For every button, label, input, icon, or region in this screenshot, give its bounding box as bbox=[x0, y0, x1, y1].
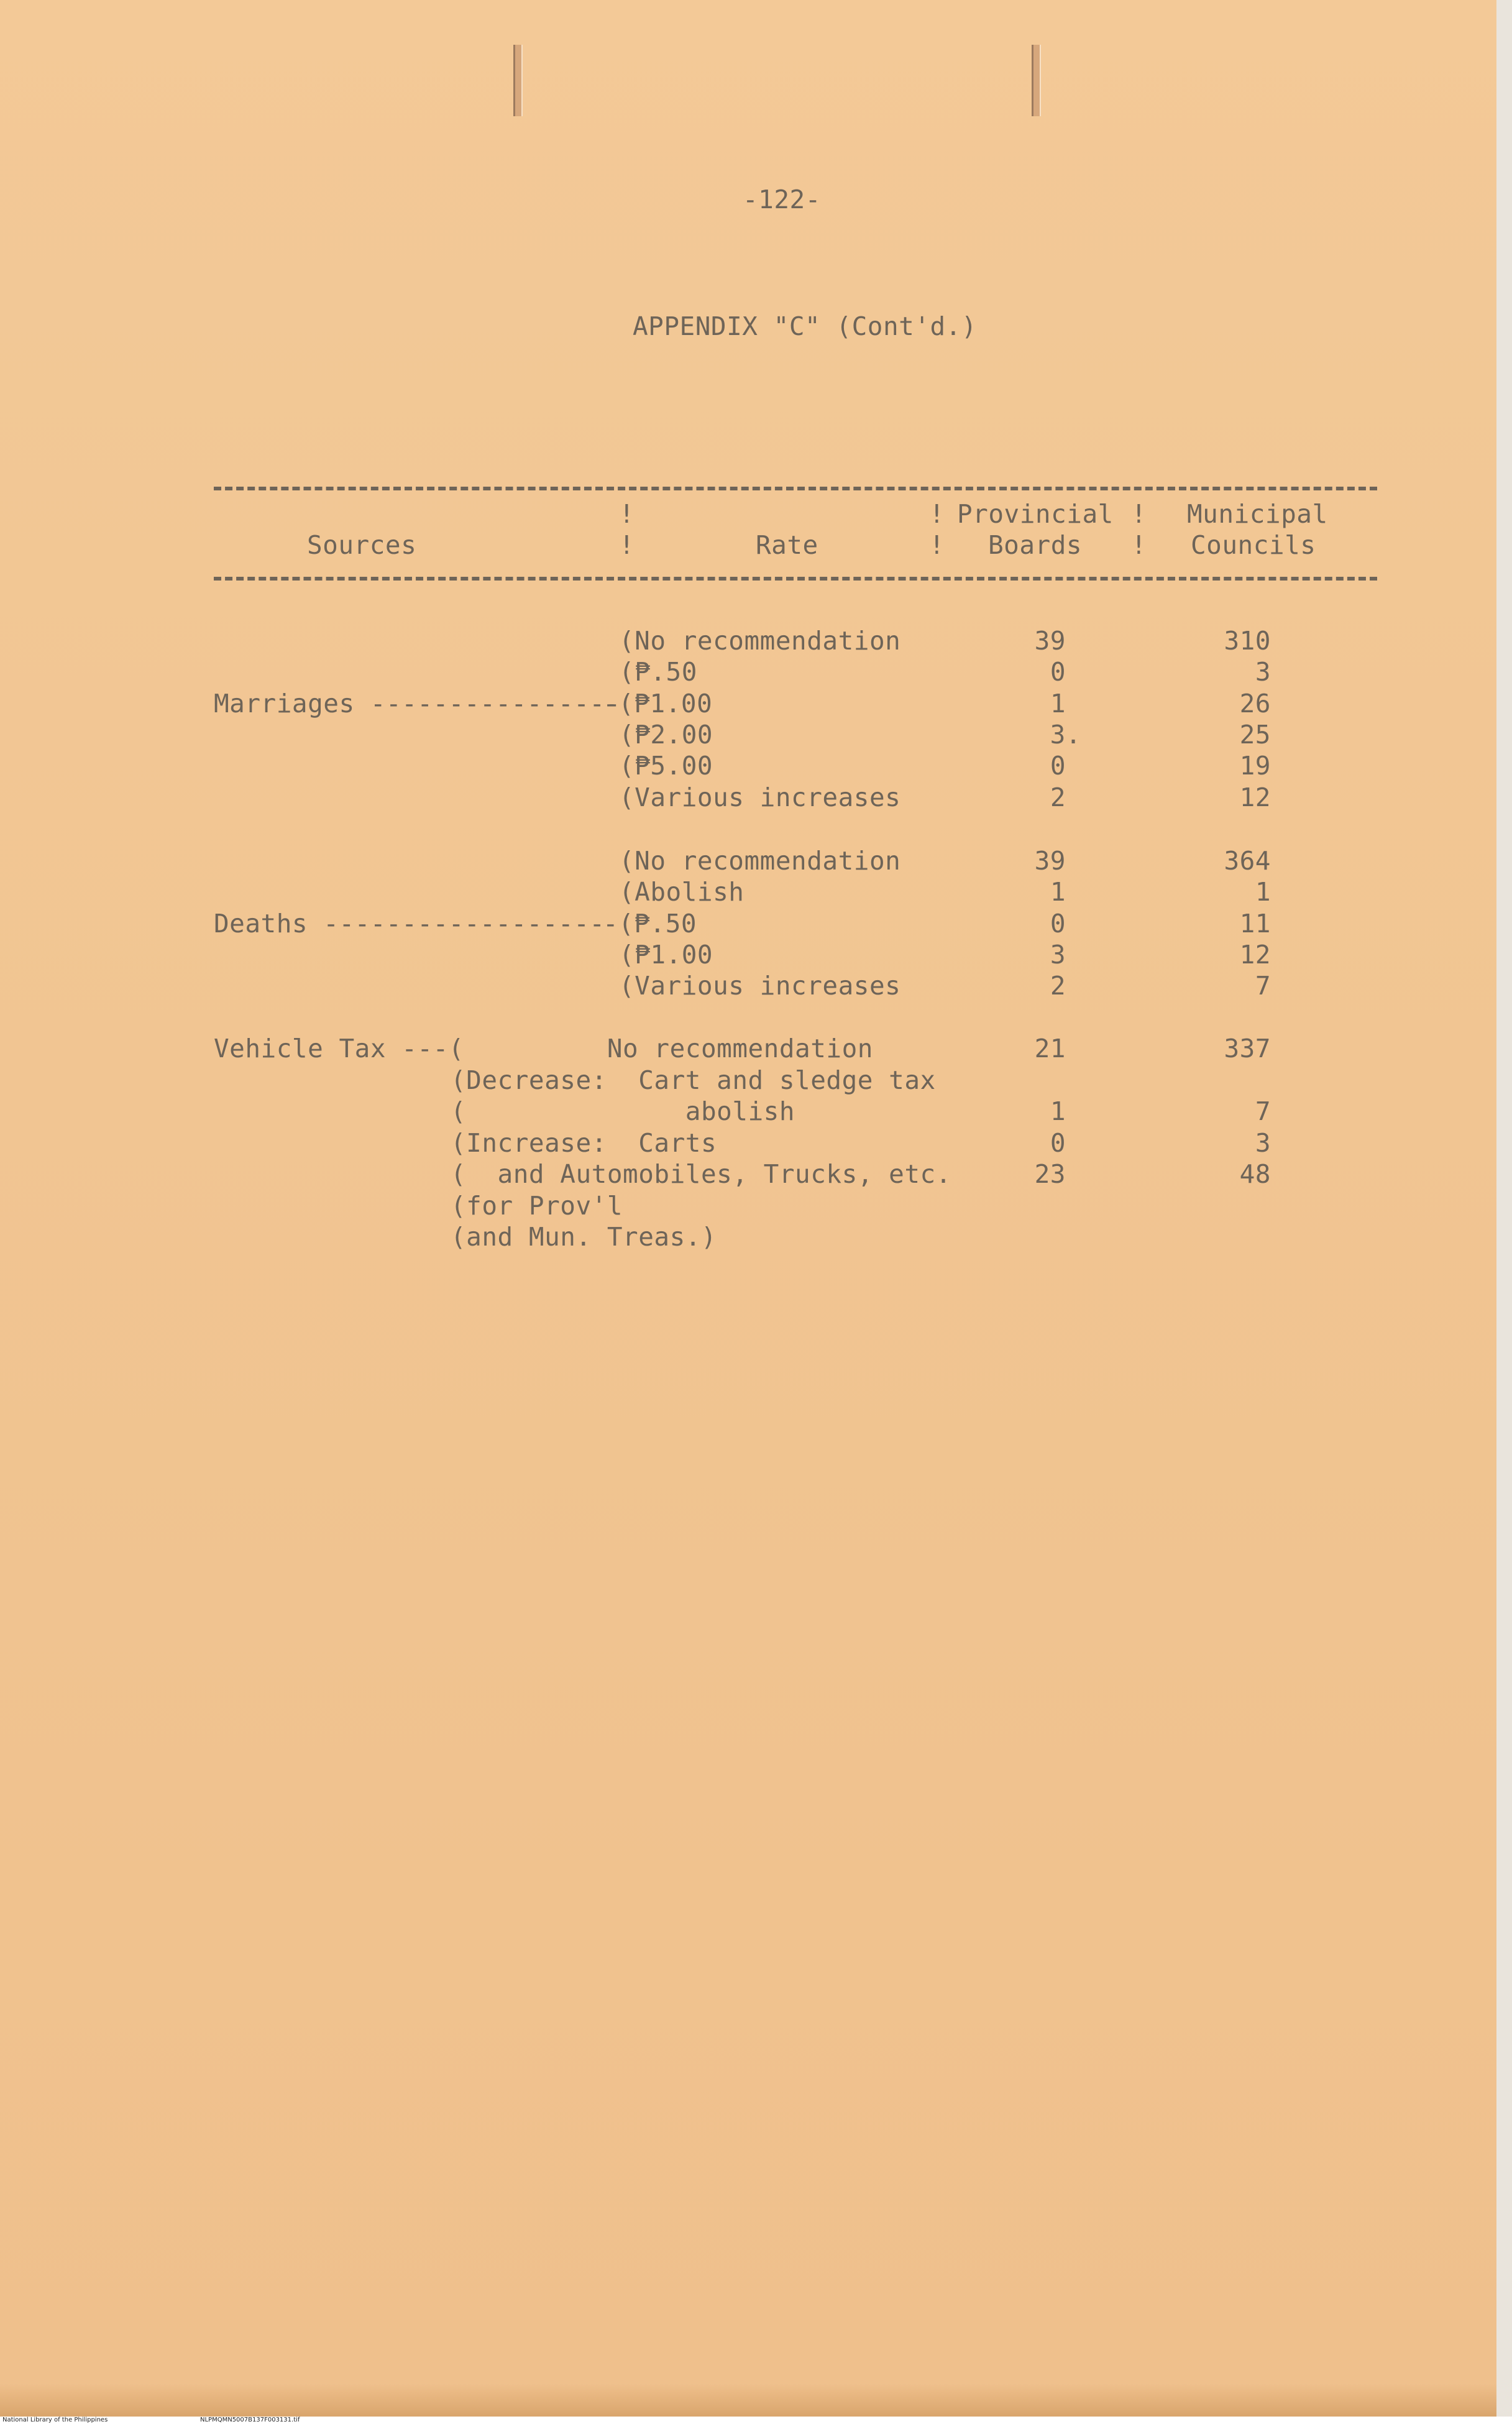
header-sources: Sources bbox=[307, 530, 417, 560]
provincial-value: 0 bbox=[1050, 909, 1066, 939]
rate-cell: (₱5.00 bbox=[619, 751, 713, 781]
rate-cell: (Decrease: Cart and sledge tax bbox=[451, 1065, 936, 1095]
municipal-value: 1 bbox=[1255, 877, 1271, 907]
header-rate: Rate bbox=[756, 530, 818, 560]
provincial-value: 3. bbox=[1050, 720, 1081, 750]
municipal-value: 48 bbox=[1239, 1159, 1271, 1189]
header-provincial-line1: Provincial bbox=[957, 499, 1114, 529]
source-label-deaths: Deaths ------------------ bbox=[214, 909, 605, 939]
table-top-rule bbox=[214, 487, 1377, 490]
rate-cell: (Various increases bbox=[619, 971, 901, 1001]
staple-mark-right bbox=[1032, 45, 1041, 116]
header-municipal-line1: Municipal bbox=[1187, 499, 1328, 529]
municipal-value: 3 bbox=[1255, 657, 1271, 687]
rate-cell: (No recommendation bbox=[619, 846, 901, 876]
provincial-value: 1 bbox=[1050, 877, 1066, 907]
header-separator: ! bbox=[1131, 530, 1147, 560]
municipal-value: 12 bbox=[1239, 783, 1271, 812]
provincial-value: 0 bbox=[1050, 1128, 1066, 1158]
header-separator: ! bbox=[619, 499, 635, 529]
municipal-value: 364 bbox=[1224, 846, 1271, 876]
municipal-value: 310 bbox=[1224, 626, 1271, 656]
rate-cell: (No recommendation bbox=[619, 626, 901, 656]
municipal-value: 7 bbox=[1255, 971, 1271, 1001]
source-label-vehicle-tax: Vehicle Tax ---( bbox=[214, 1034, 464, 1063]
rate-cell: No recommendation bbox=[451, 1034, 873, 1063]
rate-cell: -(₱.50 bbox=[603, 909, 697, 939]
page-number: -122- bbox=[743, 185, 821, 214]
table-header-rule bbox=[214, 577, 1377, 581]
rate-cell: (and Mun. Treas.) bbox=[451, 1222, 717, 1252]
rate-cell: (₱2.00 bbox=[619, 720, 713, 750]
provincial-value: 2 bbox=[1050, 783, 1066, 812]
footer-archive-name: National Library of the Philippines bbox=[2, 2417, 108, 2423]
municipal-value: 19 bbox=[1239, 751, 1271, 781]
header-provincial-line2: Boards bbox=[988, 530, 1083, 560]
header-municipal-line2: Councils bbox=[1191, 530, 1316, 560]
header-separator: ! bbox=[929, 499, 945, 529]
rate-cell: (Increase: Carts bbox=[451, 1128, 717, 1158]
rate-cell: -(₱1.00 bbox=[603, 689, 713, 718]
rate-cell: ( abolish bbox=[451, 1096, 795, 1126]
municipal-value: 337 bbox=[1224, 1034, 1271, 1063]
header-separator: ! bbox=[1131, 499, 1147, 529]
provincial-value: 39 bbox=[1034, 626, 1066, 656]
provincial-value: 23 bbox=[1034, 1159, 1066, 1189]
municipal-value: 11 bbox=[1239, 909, 1271, 939]
provincial-value: 3 bbox=[1050, 940, 1066, 970]
header-separator: ! bbox=[929, 530, 945, 560]
scan-margin bbox=[1496, 0, 1512, 2417]
paper-stain-edge bbox=[0, 2384, 1496, 2417]
municipal-value: 12 bbox=[1239, 940, 1271, 970]
provincial-value: 2 bbox=[1050, 971, 1066, 1001]
rate-cell: (Various increases bbox=[619, 783, 901, 812]
page-heading: APPENDIX "C" (Cont'd.) bbox=[633, 311, 978, 341]
rate-cell: (for Prov'l bbox=[451, 1191, 623, 1221]
municipal-value: 25 bbox=[1239, 720, 1271, 750]
footer-file-name: NLPMQMN5007B137F003131.tif bbox=[200, 2417, 300, 2423]
rate-cell: ( and Automobiles, Trucks, etc. bbox=[451, 1159, 951, 1189]
provincial-value: 1 bbox=[1050, 689, 1066, 718]
header-separator: ! bbox=[619, 530, 635, 560]
provincial-value: 0 bbox=[1050, 657, 1066, 687]
provincial-value: 39 bbox=[1034, 846, 1066, 876]
rate-cell: (₱.50 bbox=[619, 657, 697, 687]
provincial-value: 1 bbox=[1050, 1096, 1066, 1126]
staple-mark-left bbox=[513, 45, 523, 116]
source-label-marriages: Marriages ---------------- bbox=[214, 689, 621, 718]
municipal-value: 7 bbox=[1255, 1096, 1271, 1126]
provincial-value: 0 bbox=[1050, 751, 1066, 781]
municipal-value: 26 bbox=[1239, 689, 1271, 718]
provincial-value: 21 bbox=[1034, 1034, 1066, 1063]
rate-cell: (₱1.00 bbox=[619, 940, 713, 970]
rate-cell: (Abolish bbox=[619, 877, 745, 907]
municipal-value: 3 bbox=[1255, 1128, 1271, 1158]
